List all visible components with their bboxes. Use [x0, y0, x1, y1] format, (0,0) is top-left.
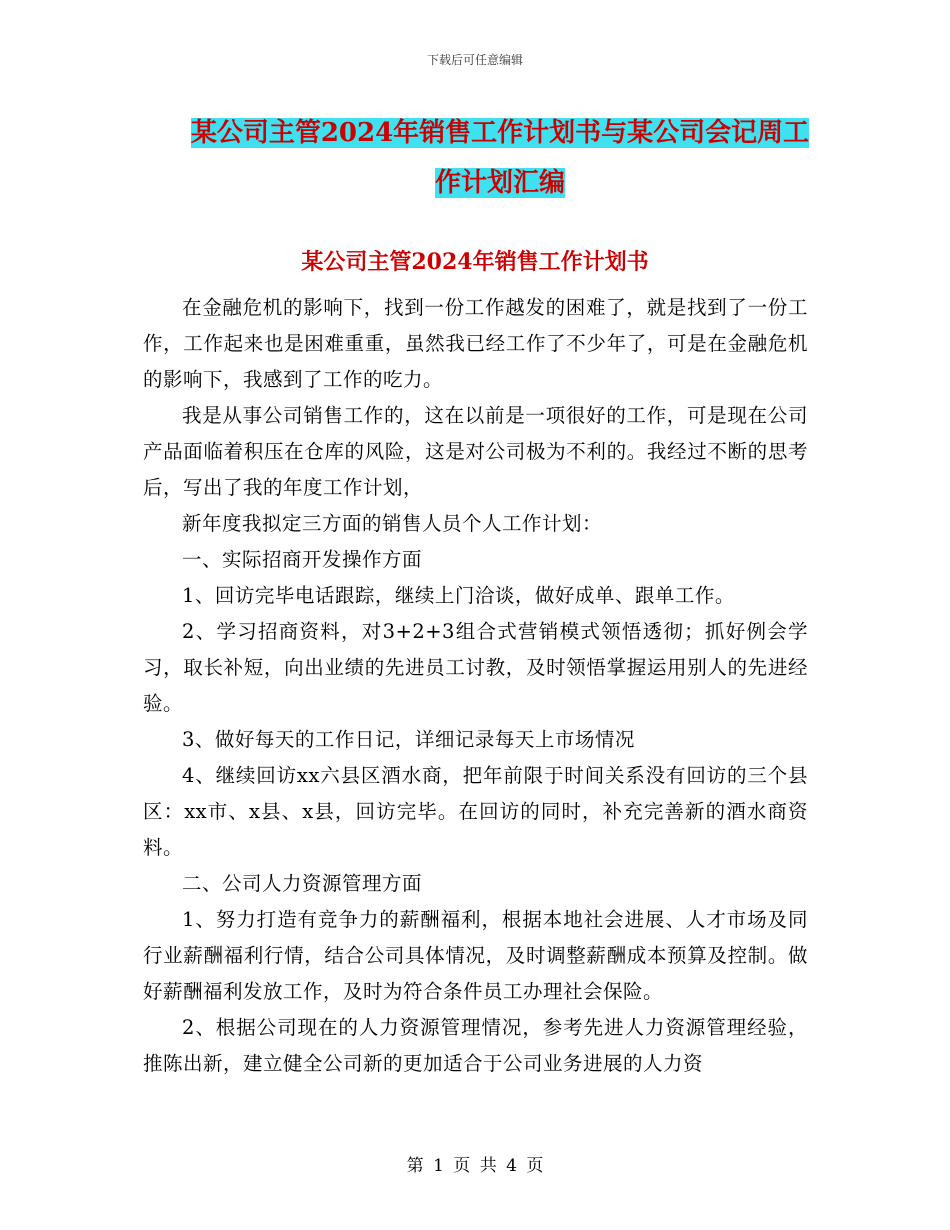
- section-title: 某公司主管2024年销售工作计划书: [301, 249, 649, 275]
- list-item: 4、继续回访xx六县区酒水商，把年前限于时间关系没有回访的三个县区：xx市、x县、x县，回访完毕。在回访的同时，补充完善新的酒水商资料。: [143, 764, 808, 859]
- paragraph: 在金融危机的影响下，找到一份工作越发的困难了，就是找到了一份工作，工作起来也是困难重重，虽然我已经工作了不少年了，可是在金融危机的影响下，我感到了工作的吃力。: [143, 296, 808, 391]
- document-title-line-1: 某公司主管2024年销售工作计划书与某公司会记周工: [190, 118, 810, 148]
- page-number: 第 1 页 共 4 页: [406, 1156, 544, 1176]
- list-item: 2、学习招商资料，对3+2+3组合式营销模式领悟透彻；抓好例会学习，取长补短，向出业绩的先进员工讨教，及时领悟掌握运用别人的先进经验。: [143, 620, 808, 715]
- list-item: 3、做好每天的工作日记，详细记录每天上市场情况: [182, 728, 635, 751]
- section-heading: 一、实际招商开发操作方面: [182, 548, 423, 571]
- document-title: [150, 108, 850, 208]
- section-heading: 二、公司人力资源管理方面: [182, 872, 423, 895]
- paragraph: 新年度我拟定三方面的销售人员个人工作计划：: [182, 512, 603, 535]
- list-item: 1、努力打造有竞争力的薪酬福利，根据本地社会进展、人才市场及同行业薪酬福利行情，结合公司具体情况，及时调整薪酬成本预算及控制。做好薪酬福利发放工作，及时为符合条件员工办理社会保险。: [143, 908, 808, 1003]
- page-header-note: 下载后可任意编辑: [426, 53, 523, 67]
- document-body: [143, 290, 808, 1082]
- list-item: 1、回访完毕电话跟踪，继续上门洽谈，做好成单、跟单工作。: [182, 584, 735, 607]
- list-item: 2、根据公司现在的人力资源管理情况，参考先进人力资源管理经验，推陈出新，建立健全公司新的更加适合于公司业务进展的人力资: [143, 1016, 808, 1075]
- document-title-line-2: 作计划汇编: [434, 168, 565, 198]
- paragraph: 我是从事公司销售工作的，这在以前是一项很好的工作，可是现在公司产品面临着积压在仓库的风险，这是对公司极为不利的。我经过不断的思考后，写出了我的年度工作计划，: [143, 404, 808, 499]
